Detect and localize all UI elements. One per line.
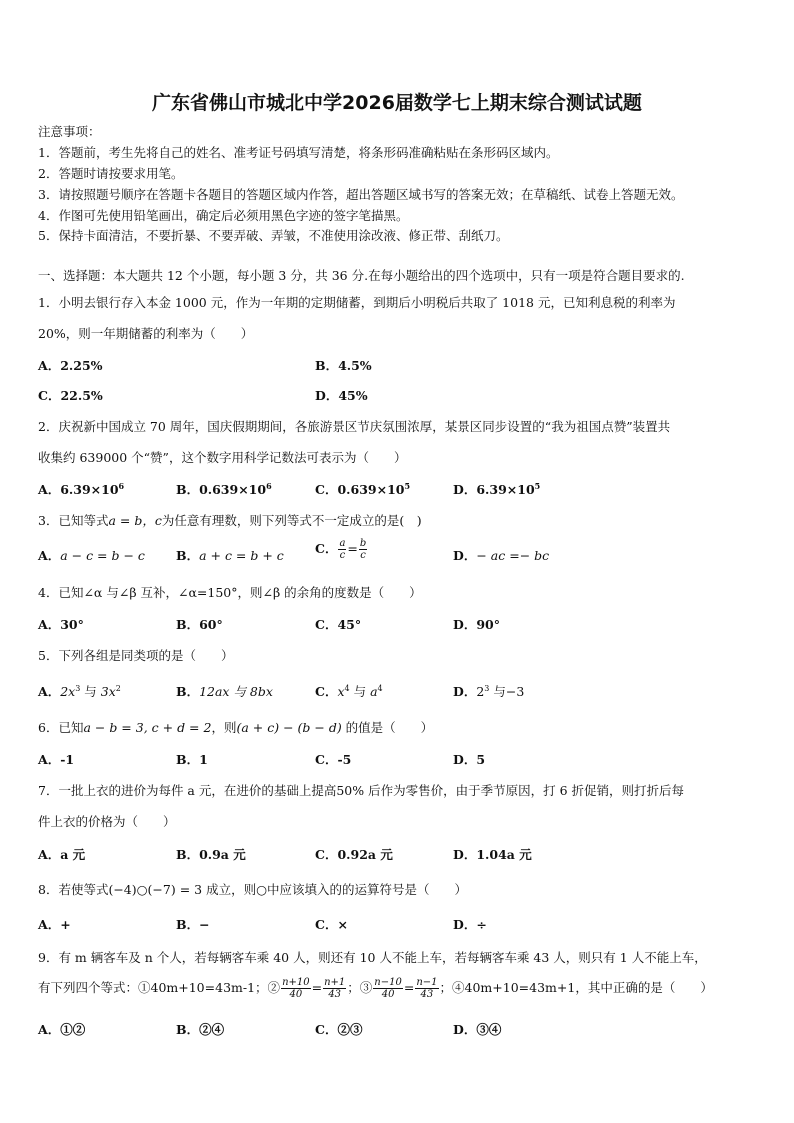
q9-option-c: C．②③ [315,1022,363,1037]
q5-option-c: C．$x^4$ 与 $a^4$ [315,683,383,699]
question-1-text: 1．小明去银行存入本金 1000 元，作为一年期的定期储蓄，到期后小明税后共取了 1018 元，已知利息税的利率为 [38,295,676,310]
notice-item: 5．保持卡面清洁，不要折暴、不要弄破、弄皱，不准使用涂改液、修正带、刮纸刀。 [38,228,509,243]
question-5-text: 5．下列各组是同类项的是（ ） [38,648,234,663]
q7-option-c: C．0.92a 元 [315,847,393,862]
question-7-text-cont: 件上衣的价格为（ ） [38,814,176,829]
q5-option-a: A．$2x^3$ 与 $3x^2$ [38,683,121,699]
q2-option-a: A．$6.39\times 10^6$ [38,480,125,497]
q8-option-c: C．× [315,917,348,932]
q8-option-d: D．÷ [453,917,487,932]
question-1-text-cont: 20%，则一年期储蓄的利率为（ ） [38,326,254,341]
q8-option-a: A．+ [38,917,71,932]
q7-option-d: D．1.04a 元 [453,847,532,862]
q1-option-c: C．22.5% [38,388,103,403]
question-3-text: 3．已知等式a = b，c为任意有理数，则下列等式不一定成立的是( ) [38,513,422,528]
q9-option-d: D．③④ [453,1022,502,1037]
notice-heading: 注意事项： [38,124,101,139]
q6-option-a: A．-1 [38,752,75,767]
question-2-text: 2．庆祝新中国成立 70 周年，国庆假期期间，各旅游景区节庆氛围浓厚，某景区同步设置的“我为祖国点赞”装置共 [38,419,671,434]
q9-option-a: A．①② [38,1022,86,1037]
page-title: 广东省佛山市城北中学2026届数学七上期末综合测试试题 [152,92,642,114]
question-8-text: 8．若使等式(−4)○(−7) = 3 成立，则○中应该填入的的运算符号是（ ） [38,882,467,897]
question-2-text-cont: 收集约 639000 个“赞”，这个数字用科学记数法可表示为（ ） [38,450,407,465]
notice-item: 1．答题前，考生先将自己的姓名、准考证号码填写清楚，将条形码准确粘贴在条形码区域内。 [38,145,559,160]
q9-option-b: B．②④ [176,1022,225,1037]
q2-option-b: B．$0.639\times 10^6$ [176,480,272,497]
q7-option-b: B．0.9a 元 [176,847,246,862]
question-9-text: 9．有 m 辆客车及 n 个人，若每辆客车乘 40 人，则还有 10 人不能上车，若每辆客车乘 43 人，则只有 1 人不能上车， [38,950,707,965]
q6-option-b: B．1 [176,752,208,767]
question-9-equations: 有下列四个等式：①40m+10=43m-1；② $\frac{n+10}{40}$ = $\frac{n+1}{43}$ ；③ $\frac{n-10}{40}$ = $\frac{n-1}{43}$ ；④40m+10=43m+1，其中正确的是（ ） [38,977,713,1000]
q3-option-a: A．a − c = b − c [38,548,145,563]
question-7-text: 7．一批上衣的进价为每件 a 元，在进价的基础上提高50% 后作为零售价，由于季节原因，打 6 折促销，则打折后每 [38,783,685,798]
question-6-text: 6．已知a − b = 3, c + d = 2，则(a + c) − (b − d) 的值是（ ） [38,720,434,735]
q4-option-a: A．30° [38,617,84,632]
q7-option-a: A．a 元 [38,847,86,862]
q6-option-d: D．5 [453,752,486,767]
q3-option-d: D．− ac =− bc [453,548,550,563]
q6-option-c: C．-5 [315,752,352,767]
q4-option-c: C．45° [315,617,362,632]
q1-option-b: B．4.5% [315,358,372,373]
q8-option-b: B．− [176,917,210,932]
q4-option-d: D．90° [453,617,500,632]
q2-option-c: C．$0.639\times 10^5$ [315,480,411,497]
section-heading: 一、选择题：本大题共 12 个小题，每小题 3 分，共 36 分.在每小题给出的四个选项中，只有一项是符合题目要求的. [38,268,685,283]
q1-option-a: A．2.25% [38,358,103,373]
q4-option-b: B．60° [176,617,223,632]
q3-option-b: B．a + c = b + c [176,548,284,563]
question-4-text: 4．已知∠α 与∠β 互补，∠α=150°，则∠β 的余角的度数是（ ） [38,585,422,600]
q3-option-c: C． $\frac{a}{c}$ = $\frac{b}{c}$ [315,538,367,561]
q5-option-d: D．$2^3$ 与−3 [453,683,525,699]
q1-option-d: D．45% [315,388,368,403]
notice-item: 2．答题时请按要求用笔。 [38,166,184,181]
notice-item: 4．作图可先使用铅笔画出，确定后必须用黑色字迹的签字笔描黑。 [38,208,409,223]
q2-option-d: D．$6.39\times 10^5$ [453,480,541,497]
notice-item: 3．请按照题号顺序在答题卡各题目的答题区域内作答，超出答题区域书写的答案无效；在草稿纸、试卷上答题无效。 [38,187,684,202]
q5-option-b: B．12ax 与 8bx [176,684,273,699]
